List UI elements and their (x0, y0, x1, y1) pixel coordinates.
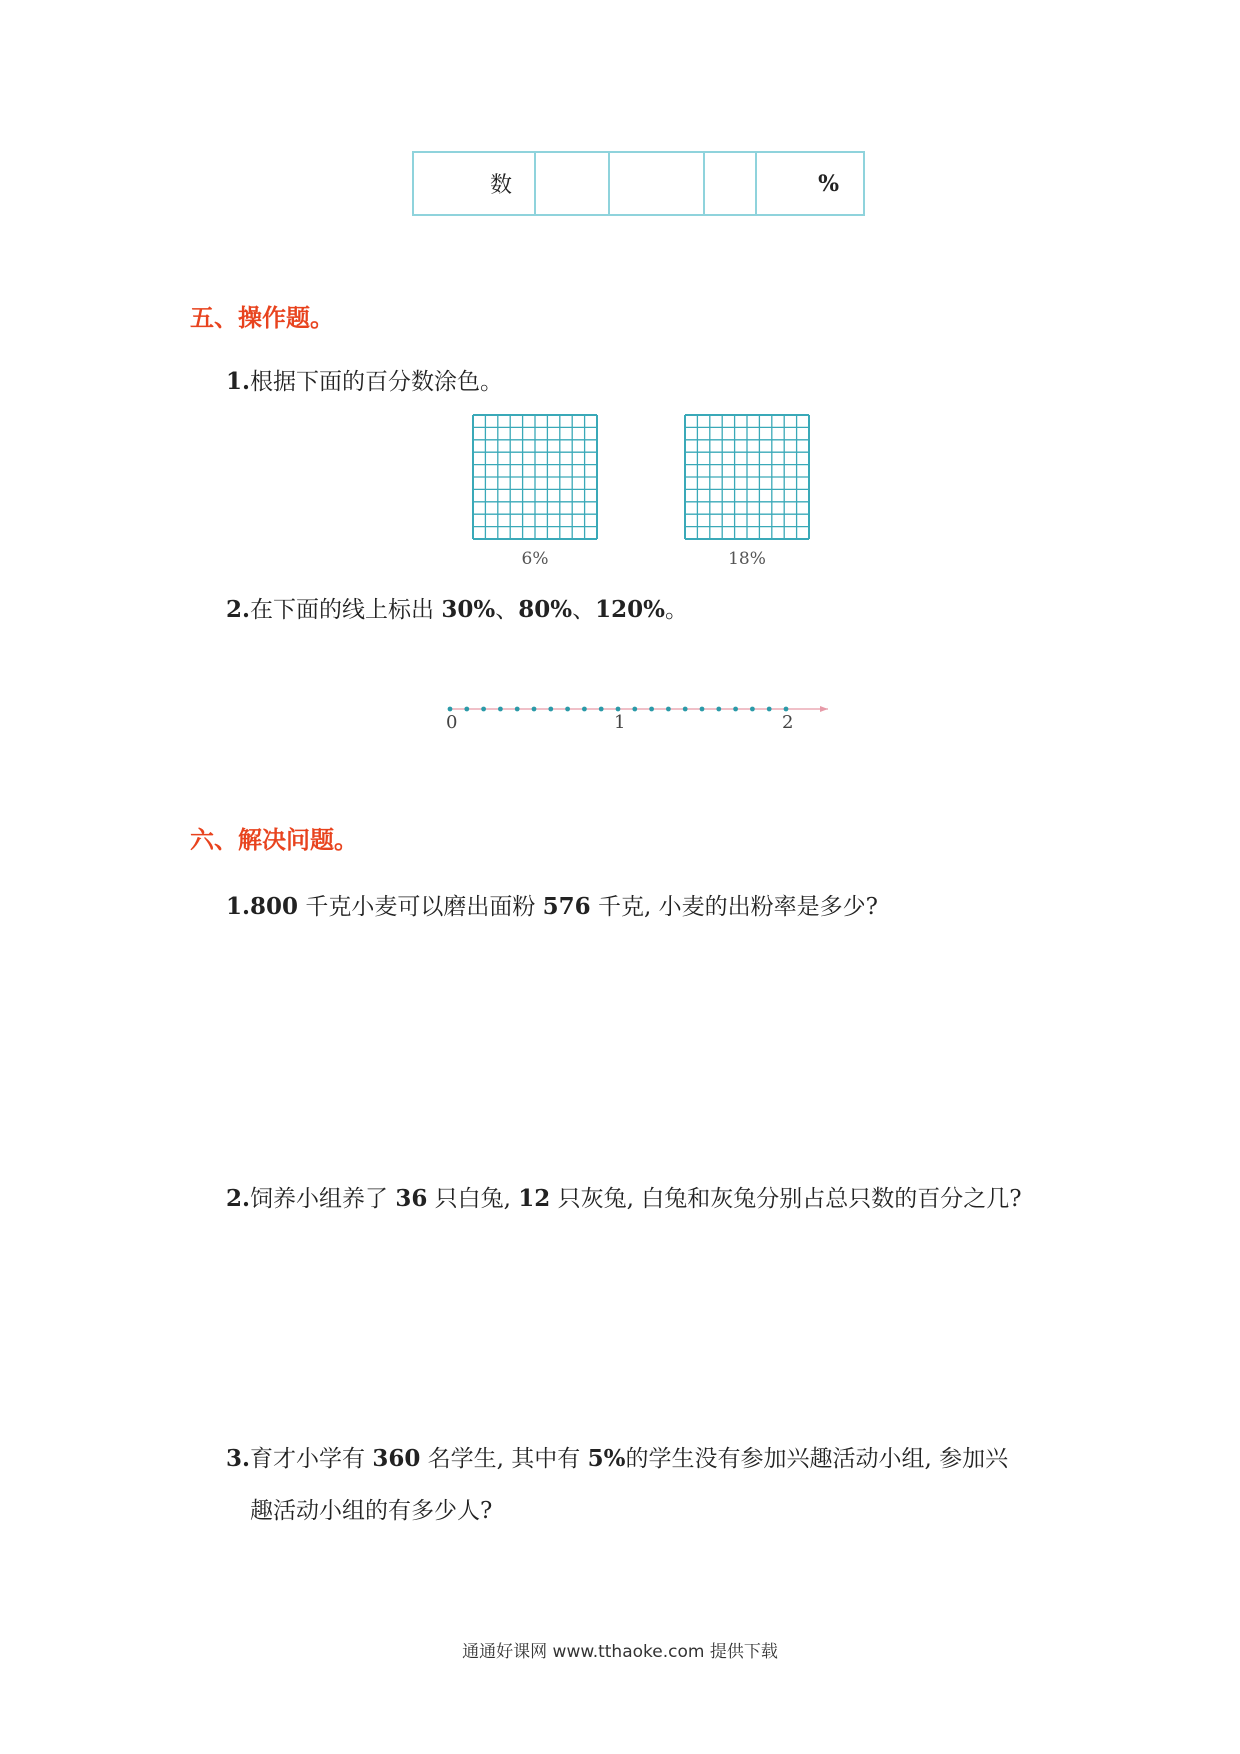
question-5-2 (226, 591, 688, 624)
table-row (413, 152, 864, 215)
grid-label-2: 18% (728, 549, 766, 569)
table-cell (535, 152, 609, 215)
value-80: 80% (518, 596, 573, 623)
question-number: 1. (226, 368, 251, 395)
question-text: 只灰兔, 白兔和灰兔分别占总只数的百分之几? (550, 1186, 1022, 1212)
tick-label-2: 2 (782, 712, 794, 733)
number-line-dot (700, 707, 705, 712)
table-cell: 数 (413, 152, 535, 215)
question-6-1 (226, 888, 878, 921)
question-number: 2. (226, 596, 251, 623)
number-value: 800 (250, 893, 299, 920)
question-number: 2. (226, 1185, 251, 1212)
question-text: 的学生没有参加兴趣活动小组, 参加兴 (625, 1446, 1009, 1472)
question-number: 3. (226, 1445, 251, 1472)
question-text: 千克小麦可以磨出面粉 (298, 894, 543, 920)
question-number: 1. (226, 893, 251, 920)
percent-grid-1[interactable] (470, 412, 600, 542)
number-value: 5% (587, 1445, 626, 1472)
number-line-dot (599, 707, 604, 712)
question-text: 千克, 小麦的出粉率是多少? (590, 894, 878, 920)
value-120: 120% (595, 596, 665, 623)
separator: 、 (572, 597, 596, 623)
number-line-dot (498, 707, 503, 712)
top-table (412, 151, 865, 216)
number-line-dot (767, 707, 772, 712)
question-5-1 (226, 363, 503, 396)
number-line-dot (716, 707, 721, 712)
separator: 、 (495, 597, 519, 623)
number-line-dot (565, 707, 570, 712)
number-line-dot (649, 707, 654, 712)
number-line-dot (666, 707, 671, 712)
number-line-dot (448, 707, 453, 712)
grid-label-1: 6% (521, 549, 549, 569)
number-line-dot (750, 707, 755, 712)
number-line-dot (532, 707, 537, 712)
number-line-dot (733, 707, 738, 712)
question-text: 在下面的线上标出 (250, 597, 442, 623)
number-line-dot (464, 707, 469, 712)
arrow-head-icon (820, 706, 828, 712)
question-text: 育才小学有 (250, 1446, 373, 1472)
table-cell (609, 152, 704, 215)
question-text: 饲养小组养了 (250, 1186, 396, 1212)
section-title-5: 五、操作题。 (190, 304, 334, 332)
question-6-3 (226, 1440, 1008, 1473)
percent-grid-2[interactable] (682, 412, 812, 542)
number-line-dot (632, 707, 637, 712)
number-line-dot (616, 707, 621, 712)
question-6-3-line2: 趣活动小组的有多少人? (250, 1498, 493, 1524)
number-line-dot (784, 707, 789, 712)
number-line-dot (481, 707, 486, 712)
number-value: 576 (542, 893, 591, 920)
question-6-2 (226, 1180, 1022, 1213)
question-text: 只白兔, (427, 1186, 519, 1212)
question-text: 根据下面的百分数涂色。 (250, 369, 504, 395)
table-cell: % (756, 152, 864, 215)
question-text: 名学生, 其中有 (420, 1446, 588, 1472)
number-line-dot (582, 707, 587, 712)
number-line[interactable] (440, 700, 840, 720)
tick-label-0: 0 (446, 712, 458, 733)
question-suffix: 。 (664, 597, 688, 623)
section-title-6: 六、解决问题。 (190, 826, 358, 854)
number-value: 12 (518, 1185, 551, 1212)
footer-text: 通通好课网 www.tthaoke.com 提供下载 (462, 1642, 778, 1662)
value-30: 30% (441, 596, 496, 623)
table-cell (704, 152, 756, 215)
tick-label-1: 1 (614, 712, 626, 733)
number-value: 36 (395, 1185, 428, 1212)
number-line-dot (548, 707, 553, 712)
number-line-dot (683, 707, 688, 712)
number-line-dot (515, 707, 520, 712)
number-value: 360 (372, 1445, 421, 1472)
